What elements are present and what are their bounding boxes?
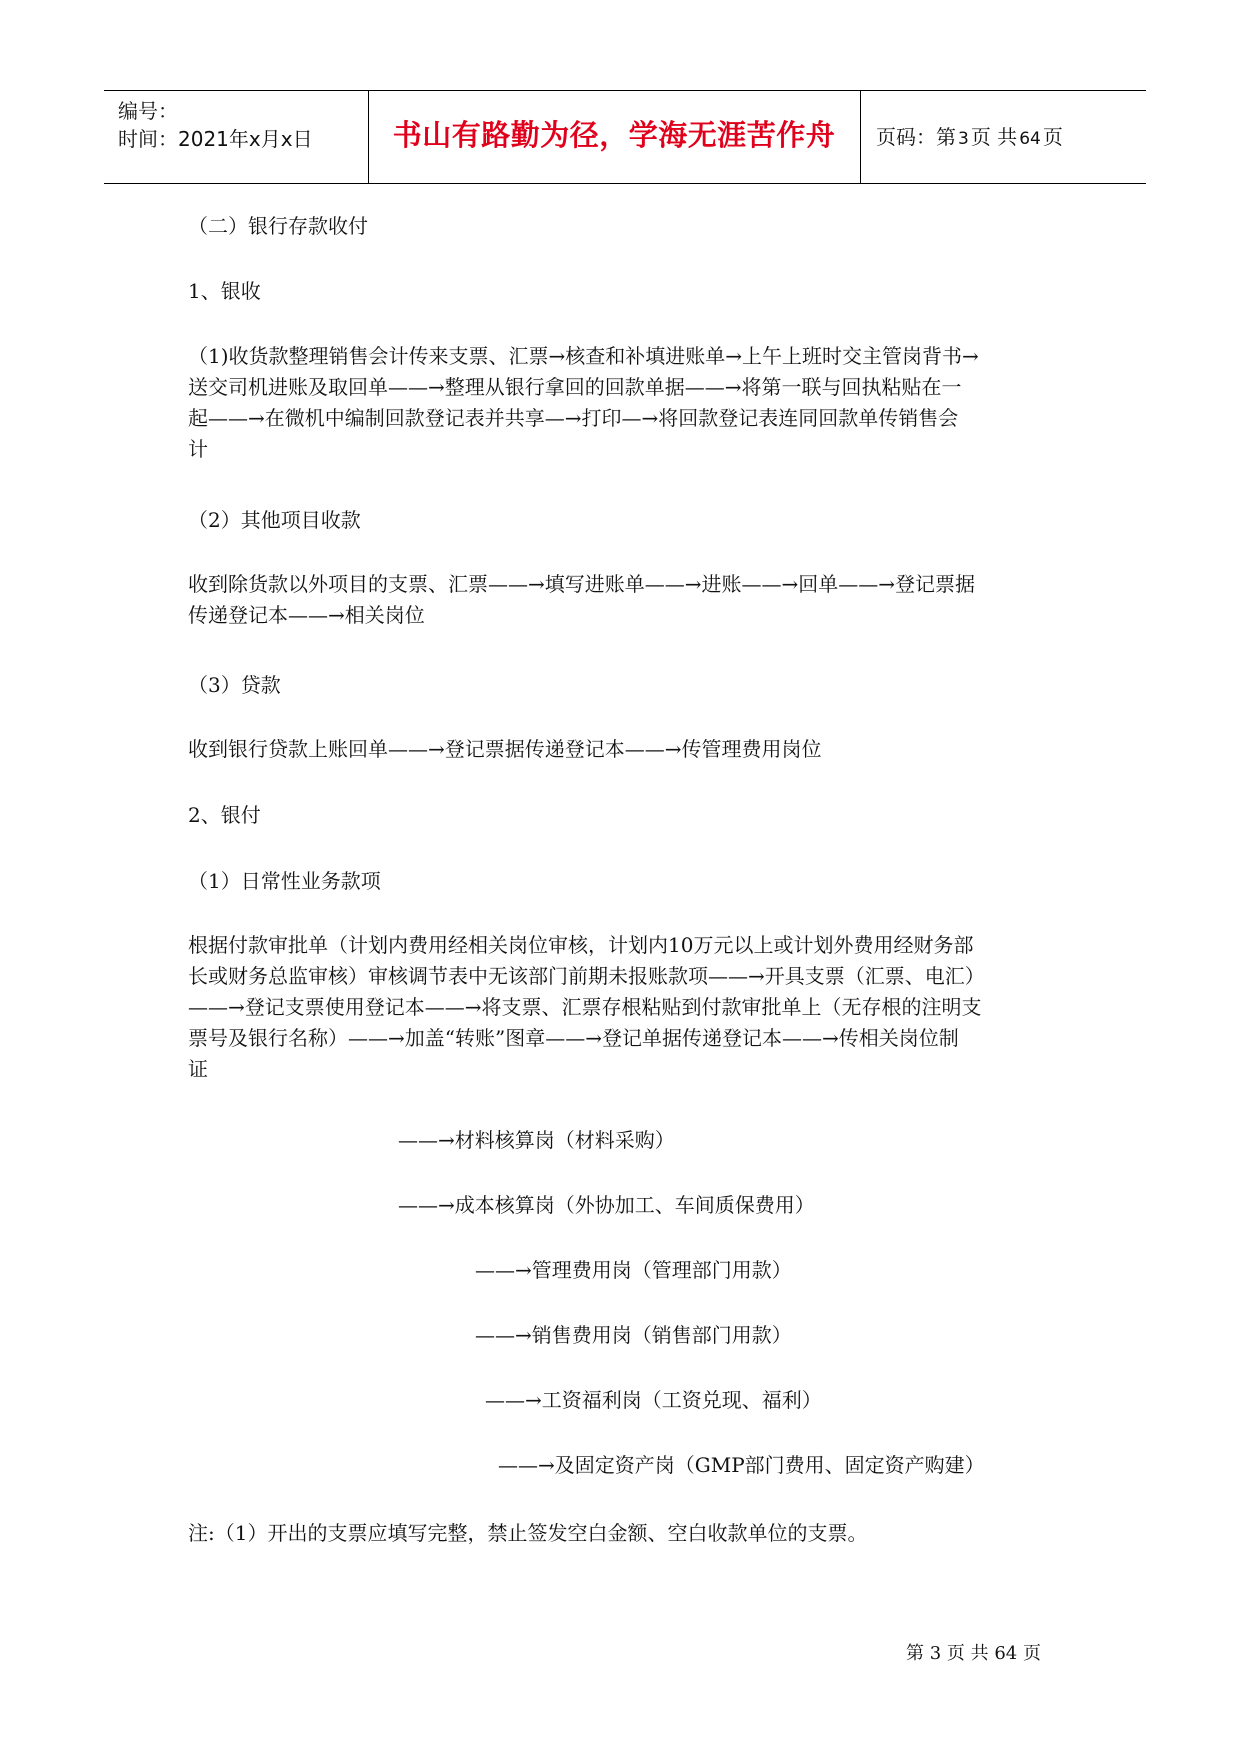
route-cost: ——→成本核算岗（外协加工、车间质保费用） — [398, 1193, 815, 1217]
page-number: 3 — [958, 129, 969, 149]
page-prefix: 页码：第 — [876, 125, 956, 149]
page-middle: 页 共 — [970, 125, 1018, 149]
route-sales: ——→销售费用岗（销售部门用款） — [475, 1323, 792, 1347]
p1-line3: 起——→在微机中编制回款登记表并共享—→打印—→将回款登记表连同回款单传销售会 — [188, 406, 959, 430]
sub2-title: （2）其他项目收款 — [188, 508, 361, 532]
p1-line4: 计 — [188, 437, 208, 461]
time-label: 时间：2021年x月x日 — [118, 127, 313, 151]
route-admin: ——→管理费用岗（管理部门用款） — [475, 1258, 792, 1282]
p1-line2: 送交司机进账及取回单——→整理从银行拿回的回款单据——→将第一联与回执粘贴在一 — [188, 375, 962, 399]
header-motto: 书山有路勤为径，学海无涯苦作舟 — [392, 118, 836, 152]
header-divider-right — [860, 91, 861, 183]
p4-line4: 票号及银行名称）——→加盖“转账”图章——→登记单据传递登记本——→传相关岗位制 — [188, 1026, 959, 1050]
p1-line1: （1)收货款整理销售会计传来支票、汇票→核查和补填进账单→上午上班时交主管岗背书→ — [188, 344, 979, 368]
sub21-title: （1）日常性业务款项 — [188, 869, 381, 893]
section-title: （二）银行存款收付 — [188, 214, 368, 238]
route-fixed-assets: ——→及固定资产岗（GMP部门费用、固定资产购建） — [498, 1453, 985, 1477]
item1-title: 1、银收 — [188, 279, 261, 303]
page-suffix: 页 — [1042, 125, 1063, 149]
p2-line1: 收到除货款以外项目的支票、汇票——→填写进账单——→进账——→回单——→登记票据 — [188, 572, 976, 596]
p4-line1: 根据付款审批单（计划内费用经相关岗位审核，计划内10万元以上或计划外费用经财务部 — [188, 933, 974, 957]
route-material: ——→材料核算岗（材料采购） — [398, 1128, 675, 1152]
note-1: 注:（1）开出的支票应填写完整，禁止签发空白金额、空白收款单位的支票。 — [188, 1521, 868, 1545]
sub3-title: （3）贷款 — [188, 673, 281, 697]
header-meta — [118, 91, 368, 183]
p4-line2: 长或财务总监审核）审核调节表中无该部门前期未报账款项——→开具支票（汇票、电汇） — [188, 964, 985, 988]
p2-line2: 传递登记本——→相关岗位 — [188, 603, 425, 627]
p3-line1: 收到银行贷款上账回单——→登记票据传递登记本——→传管理费用岗位 — [188, 737, 822, 761]
item2-title: 2、银付 — [188, 803, 261, 827]
header-page-indicator — [876, 121, 1063, 150]
serial-label: 编号： — [118, 99, 178, 123]
route-payroll: ——→工资福利岗（工资兑现、福利） — [485, 1388, 822, 1412]
page-header — [104, 90, 1146, 184]
p4-line5: 证 — [188, 1057, 208, 1081]
footer-page-number: 第 3 页 共 64 页 — [906, 1643, 1041, 1664]
page-total: 64 — [1019, 129, 1041, 149]
p4-line3: ——→登记支票使用登记本——→将支票、汇票存根粘贴到付款审批单上（无存根的注明支 — [188, 995, 982, 1019]
